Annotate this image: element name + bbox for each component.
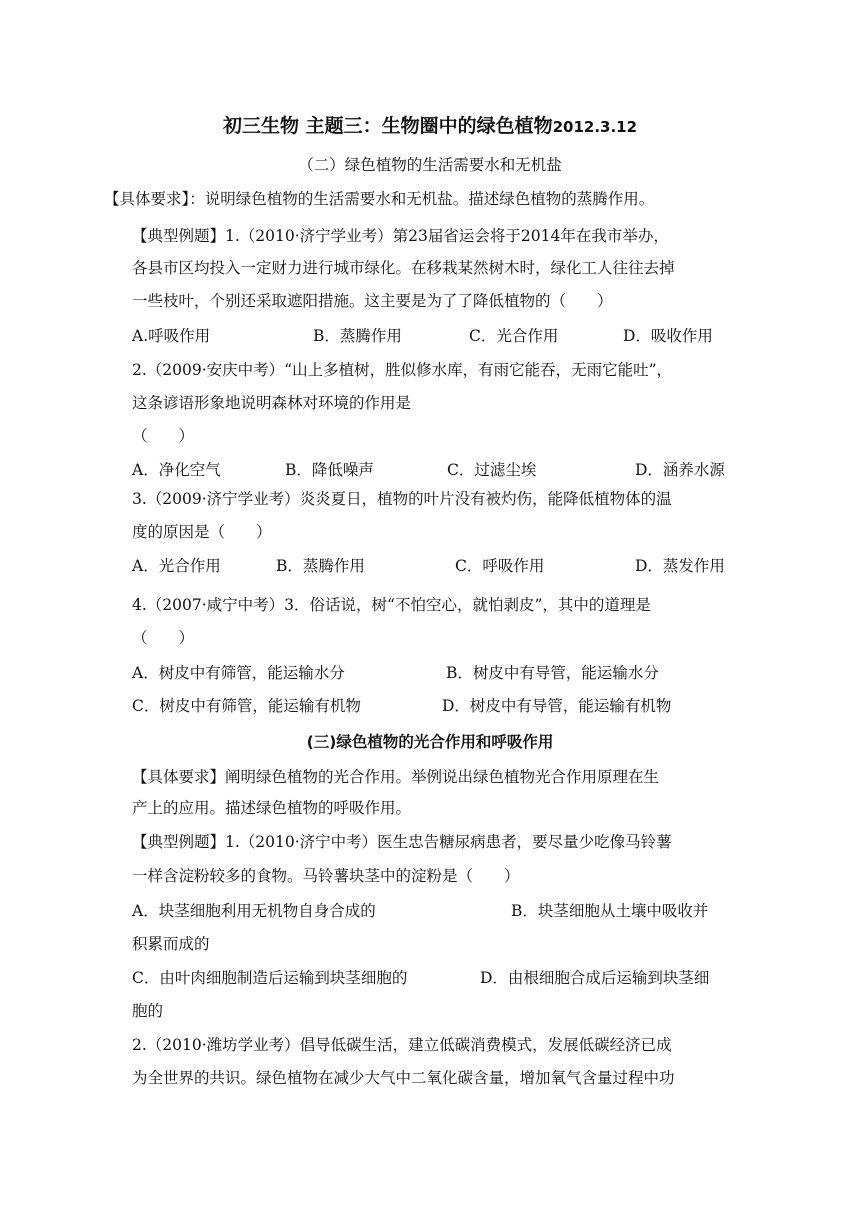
- s2-q4-option-b: B．树皮中有导管，能运输水分: [446, 664, 659, 682]
- s2-q1-line3: 一些枝叶，个别还采取遮阳措施。这主要是为了了降低植物的（ ）: [132, 292, 613, 310]
- title-date: 2012.3.12: [552, 118, 638, 136]
- s3-q1-option-d: D．由根细胞合成后运输到块茎细: [480, 969, 710, 987]
- s2-q1-line1: 【典型例题】1.（2010·济宁学业考）第23届省运会将于2014年在我市举办，: [132, 227, 669, 245]
- s2-q1-option-c: C．光合作用: [469, 327, 559, 345]
- s2-q2-option-b: B．降低噪声: [285, 461, 374, 479]
- s2-q4-option-c: C．树皮中有筛管，能运输有机物: [132, 697, 361, 715]
- s2-q1-option-d: D．吸收作用: [623, 327, 713, 345]
- section2-heading: （二）绿色植物的生活需要水和无机盐: [298, 156, 562, 174]
- s2-q2-line2: 这条谚语形象地说明森林对环境的作用是: [132, 394, 412, 412]
- s2-q2-option-d: D．涵养水源: [635, 461, 725, 479]
- s2-q4-option-d: D．树皮中有导管，能运输有机物: [442, 697, 672, 715]
- s2-q1-line2: 各县市区均投入一定财力进行城市绿化。在移栽某然树木时，绿化工人往往去掉: [132, 259, 675, 277]
- s3-requirement-line1: 【具体要求】阐明绿色植物的光合作用。举例说出绿色植物光合作用原理在生: [132, 768, 660, 786]
- s2-q4-line2: （ ）: [132, 629, 195, 647]
- s2-q4-line1: 4.（2007·咸宁中考）3．俗话说，树“不怕空心，就怕剥皮”，其中的道理是: [132, 596, 651, 614]
- s3-requirement-line2: 产上的应用。描述绿色植物的呼吸作用。: [132, 799, 412, 817]
- s2-q3-option-b: B．蒸腾作用: [276, 557, 365, 575]
- s2-q2-option-c: C．过滤尘埃: [447, 461, 537, 479]
- s2-q3-line2: 度的原因是（ ）: [132, 523, 272, 541]
- s3-q2-line1: 2.（2010·潍坊学业考）倡导低碳生活，建立低碳消费模式，发展低碳经济已成: [132, 1036, 672, 1054]
- section2-requirement: 【具体要求】：说明绿色植物的生活需要水和无机盐。描述绿色植物的蒸腾作用。: [104, 190, 655, 208]
- s3-q1-option-b: B．块茎细胞从土壤中吸收并: [511, 902, 709, 920]
- s3-q1-line2: 一样含淀粉较多的食物。马铃薯块茎中的淀粉是（ ）: [132, 867, 520, 885]
- s2-q2-option-a: A．净化空气: [132, 461, 221, 479]
- s2-q2-line1: 2.（2009·安庆中考）“山上多植树，胜似修水库，有雨它能吞，无雨它能吐”，: [132, 361, 673, 379]
- s2-q1-option-b: B．蒸腾作用: [313, 327, 402, 345]
- s3-q1-option-b-cont: 积累而成的: [132, 935, 210, 953]
- s2-q4-option-a: A．树皮中有筛管，能运输水分: [132, 664, 345, 682]
- section3-heading: (三)绿色植物的光合作用和呼吸作用: [306, 733, 554, 751]
- s2-q3-option-d: D．蒸发作用: [635, 557, 725, 575]
- s3-q2-line2: 为全世界的共识。绿色植物在减少大气中二氧化碳含量，增加氧气含量过程中功: [132, 1069, 675, 1087]
- s3-q1-line1: 【典型例题】1.（2010·济宁中考）医生忠告糖尿病患者，要尽量少吃像马铃薯: [132, 833, 672, 851]
- s2-q3-option-a: A．光合作用: [132, 557, 221, 575]
- page-title: [0, 114, 860, 139]
- s3-q1-option-a: A．块茎细胞利用无机物自身合成的: [132, 902, 376, 920]
- s2-q3-line1: 3.（2009·济宁学业考）炎炎夏日，植物的叶片没有被灼伤，能降低植物体的温: [132, 490, 672, 508]
- s3-q1-option-d-cont: 胞的: [132, 1002, 164, 1020]
- title-main: 初三生物 主题三：生物圈中的绿色植物: [222, 115, 553, 137]
- s2-q2-line3: （ ）: [132, 427, 195, 445]
- s2-q3-option-c: C．呼吸作用: [455, 557, 545, 575]
- s2-q1-option-a: A.呼吸作用: [132, 327, 211, 345]
- s3-q1-option-c: C．由叶肉细胞制造后运输到块茎细胞的: [132, 969, 408, 987]
